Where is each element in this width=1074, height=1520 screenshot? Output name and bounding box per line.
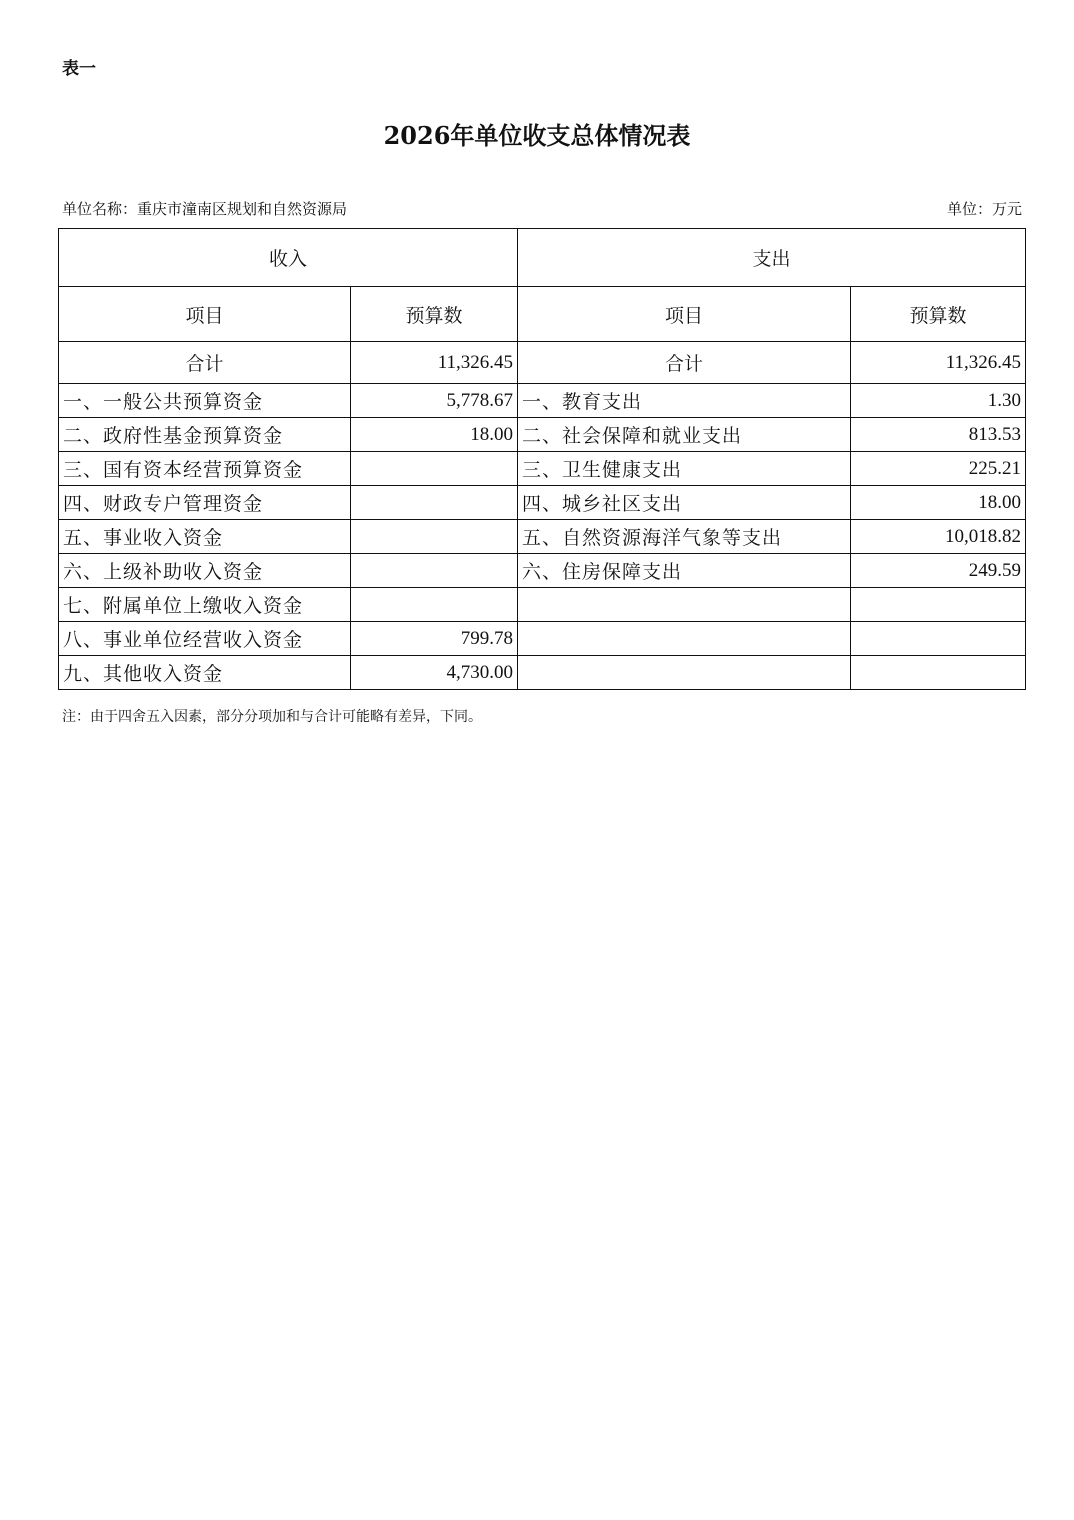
income-item: 八、事业单位经营收入资金	[59, 622, 351, 656]
expense-total-label: 合计	[518, 342, 851, 384]
income-item: 三、国有资本经营预算资金	[59, 452, 351, 486]
table-row	[59, 418, 1026, 452]
expense-item: 一、教育支出	[518, 384, 851, 418]
unit-label: 单位：万元	[946, 200, 1022, 218]
table-number: 表一	[62, 59, 96, 79]
table-row	[59, 452, 1026, 486]
section-header-row	[59, 229, 1026, 287]
column-header-row	[59, 287, 1026, 342]
income-header: 收入	[59, 229, 518, 287]
expense-item: 二、社会保障和就业支出	[518, 418, 851, 452]
income-value: 5,778.67	[351, 384, 518, 418]
income-value	[351, 588, 518, 622]
income-value	[351, 520, 518, 554]
table-row	[59, 486, 1026, 520]
expense-value: 18.00	[851, 486, 1026, 520]
expense-item: 六、住房保障支出	[518, 554, 851, 588]
expense-value: 225.21	[851, 452, 1026, 486]
expense-item	[518, 656, 851, 690]
income-value: 799.78	[351, 622, 518, 656]
income-value	[351, 486, 518, 520]
budget-table	[58, 228, 1026, 690]
expense-total-value: 11,326.45	[851, 342, 1026, 384]
expense-value: 813.53	[851, 418, 1026, 452]
income-budget-header: 预算数	[351, 287, 518, 342]
expense-item	[518, 588, 851, 622]
income-item: 四、财政专户管理资金	[59, 486, 351, 520]
table-row	[59, 588, 1026, 622]
table-row	[59, 656, 1026, 690]
table-row	[59, 554, 1026, 588]
expense-value	[851, 588, 1026, 622]
unit-name: 单位名称：重庆市潼南区规划和自然资源局	[62, 200, 348, 218]
income-value	[351, 554, 518, 588]
expense-value: 10,018.82	[851, 520, 1026, 554]
expense-value: 1.30	[851, 384, 1026, 418]
income-value: 18.00	[351, 418, 518, 452]
expense-header: 支出	[518, 229, 1026, 287]
income-item: 九、其他收入资金	[59, 656, 351, 690]
income-item: 五、事业收入资金	[59, 520, 351, 554]
income-total-value: 11,326.45	[351, 342, 518, 384]
table-row	[59, 384, 1026, 418]
expense-item	[518, 622, 851, 656]
income-item: 六、上级补助收入资金	[59, 554, 351, 588]
expense-item: 四、城乡社区支出	[518, 486, 851, 520]
income-value	[351, 452, 518, 486]
page-title: 2026年单位收支总体情况表	[383, 121, 691, 150]
expense-value: 249.59	[851, 554, 1026, 588]
expense-item: 五、自然资源海洋气象等支出	[518, 520, 851, 554]
footnote: 注：由于四舍五入因素，部分分项加和与合计可能略有差异，下同。	[62, 709, 482, 725]
income-item: 七、附属单位上缴收入资金	[59, 588, 351, 622]
expense-budget-header: 预算数	[851, 287, 1026, 342]
total-row	[59, 342, 1026, 384]
table-row	[59, 520, 1026, 554]
income-item: 一、一般公共预算资金	[59, 384, 351, 418]
expense-item-header: 项目	[518, 287, 851, 342]
income-value: 4,730.00	[351, 656, 518, 690]
expense-value	[851, 656, 1026, 690]
expense-item: 三、卫生健康支出	[518, 452, 851, 486]
income-total-label: 合计	[59, 342, 351, 384]
expense-value	[851, 622, 1026, 656]
table-row	[59, 622, 1026, 656]
income-item-header: 项目	[59, 287, 351, 342]
income-item: 二、政府性基金预算资金	[59, 418, 351, 452]
